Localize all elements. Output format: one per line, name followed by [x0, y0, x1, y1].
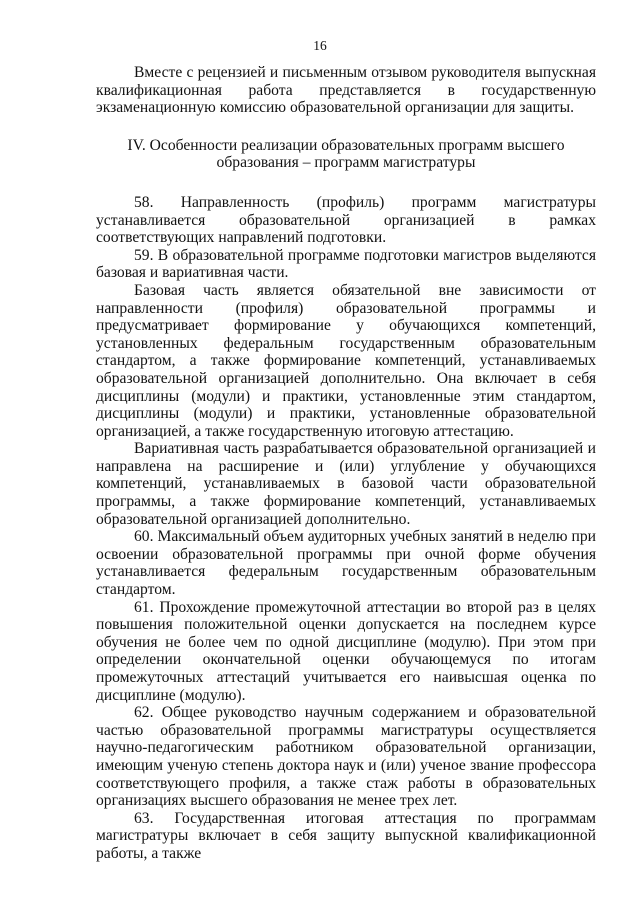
spacer: [96, 172, 596, 194]
paragraph-63: 63. Государственная итоговая аттестация по программам магистратуры включает в себя защиту выпускной квалификационной работы, а также: [96, 809, 596, 862]
paragraph-59: 59. В образовательной программе подготовки магистров выделяются базовая и вариативная части.: [96, 246, 596, 282]
paragraph-61: 61. Прохождение промежуточной аттестации во второй раз в целях повышения положительной оценки допускается на последнем курсе обучения не более чем по одной дисциплине (модулю). При этом при определении окончательной оценки обучающемуся по итогам промежуточных аттестаций учитывается его наивысшая оценка по дисциплине (модулю).: [96, 598, 596, 704]
intro-paragraph: Вместе с рецензией и письменным отзывом руководителя выпускная квалификационная работа представляется в государственную экзаменационную комиссию образовательной организации для защиты.: [96, 64, 596, 117]
page-number: 16: [313, 38, 327, 53]
paragraph-62: 62. Общее руководство научным содержанием и образовательной частью образовательной программы магистратуры осуществляется научно-педагогическим работником образовательной организации, имеющим ученую степень доктора наук и (или) ученое звание профессора соответствующего профиля, а также стаж работы в образовательных организациях высшего образования не менее трех лет.: [96, 704, 596, 810]
paragraph-variable-part: Вариативная часть разрабатывается образовательной организацией и направлена на расширение и (или) углубление у обучающихся компетенций, устанавливаемых в базовой части образовательной программы, а также формирование компетенций, устанавливаемых образовательной организацией дополнительно.: [96, 440, 596, 528]
document-body: [96, 64, 596, 863]
paragraph-base-part: Базовая часть является обязательной вне зависимости от направленности (профиля) образовательной программы и предусматривает формирование у обучающихся компетенций, установленных федеральным государственным образовательным стандартом, а также формирование компетенций, устанавливаемых образовательной организацией дополнительно. Она включает в себя дисциплины (модули) и практики, установленные этим стандартом, дисциплины (модули) и практики, установленные образовательной организацией, а также государственную итоговую аттестацию.: [96, 281, 596, 440]
spacer: [96, 117, 596, 137]
section-heading: IV. Особенности реализации образовательных программ высшего образования – программ магистратуры: [127, 136, 565, 172]
paragraph-58: 58. Направленность (профиль) программ магистратуры устанавливается образовательной организацией в рамках соответствующих направлений подготовки.: [96, 193, 596, 247]
paragraph-60: 60. Максимальный объем аудиторных учебных занятий в неделю при освоении образовательной программы при очной форме обучения устанавливается федеральным государственным образовательным стандартом.: [96, 528, 596, 599]
